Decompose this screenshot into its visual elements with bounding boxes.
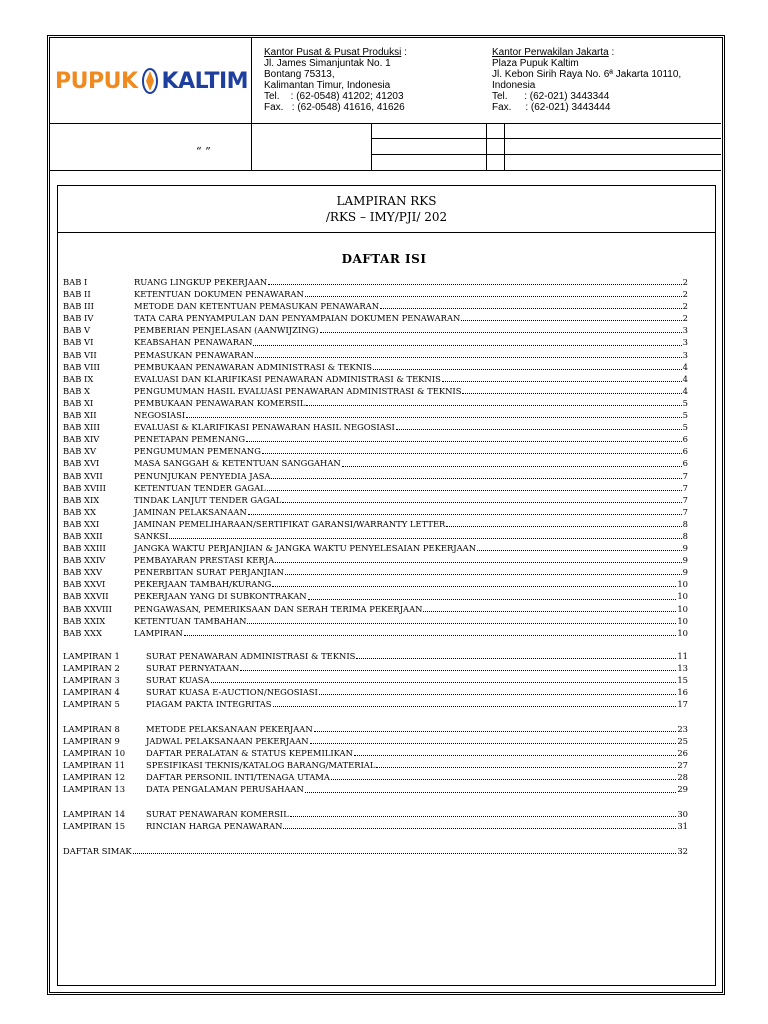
toc-entry-page: 3 (682, 325, 688, 336)
toc-entry-page: 13 (677, 663, 688, 674)
toc-entry (63, 482, 688, 494)
toc-entry-number: BAB IV (63, 313, 94, 324)
toc-leader-dots (305, 288, 682, 297)
title-box (57, 185, 716, 233)
toc-entry-number: BAB XVI (63, 458, 100, 469)
toc-entry-page: 29 (677, 784, 688, 795)
toc-entry-page: 3 (682, 337, 688, 348)
title-line-1: LAMPIRAN RKS (336, 194, 437, 208)
toc-leader-dots (211, 674, 677, 683)
toc-entry-number: BAB XVIII (63, 482, 106, 493)
toc-entry-title: KETENTUAN DOKUMEN PENAWARAN (134, 289, 304, 300)
toc-entry-page: 7 (682, 482, 688, 493)
toc-lampiran-list-3 (63, 808, 688, 832)
jakarta-tel: Tel. : (62-021) 3443344 (492, 91, 610, 102)
toc-entry (63, 783, 688, 795)
toc-entry-page: 5 (682, 410, 688, 421)
jakarta-line: Jl. Kebon Sirih Raya No. 6ª Jakarta 10110, (492, 69, 682, 80)
toc-entry-number: LAMPIRAN 2 (63, 663, 120, 674)
toc-lampiran-list-2 (63, 723, 688, 796)
toc-entry-page: 32 (677, 846, 688, 856)
toc-leader-dots (133, 845, 677, 854)
toc-leader-dots (477, 542, 682, 551)
toc-entry-page: 4 (682, 373, 688, 384)
toc-entry (63, 590, 688, 602)
toc-bab-list (63, 276, 688, 639)
toc-entry (63, 650, 688, 662)
toc-entry-title: JANGKA WAKTU PERJANJIAN & JANGKA WAKTU PENYELESAIAN PEKERJAAN (134, 543, 477, 554)
toc-entry-title: SURAT PENAWARAN ADMINISTRASI & TEKNIS (146, 651, 356, 661)
toc-entry-number: LAMPIRAN 1 (63, 651, 120, 661)
toc-entry-page: 7 (682, 506, 688, 517)
toc-entry-page: 3 (682, 349, 688, 360)
header-row-line-1 (371, 138, 721, 139)
toc-entry-title: PEMASUKAN PENAWARAN (134, 349, 254, 360)
toc-entry-number: BAB VI (63, 337, 94, 348)
toc-entry-title: PENGUMUMAN PEMENANG (134, 446, 261, 457)
toc-entry-number: BAB XIII (63, 422, 100, 433)
toc-entry-page: 26 (677, 748, 688, 759)
toc-entry-page: 31 (677, 821, 688, 832)
toc-leader-dots (186, 409, 682, 418)
toc-leader-dots (267, 482, 682, 491)
toc-entry-number: DAFTAR SIMAK (63, 846, 132, 856)
hq-address (264, 47, 484, 113)
toc-leader-dots (290, 808, 677, 817)
toc-entry-number: BAB XXX (63, 627, 102, 638)
logo-text-right: KALTIM (161, 68, 249, 94)
toc-leader-dots (305, 783, 677, 792)
toc-entry-number: BAB II (63, 289, 91, 300)
toc-entry-title: RINCIAN HARGA PENAWARAN (146, 821, 283, 832)
toc-entry-page: 7 (682, 494, 688, 505)
toc-entry-page: 6 (682, 446, 688, 457)
toc-entry-number: BAB XI (63, 397, 94, 408)
toc-leader-dots (320, 324, 682, 333)
toc-entry-page: 8 (682, 530, 688, 541)
toc-entry-number: BAB VII (63, 349, 97, 360)
toc-entry (63, 312, 688, 324)
toc-entry-number: LAMPIRAN 5 (63, 699, 120, 710)
toc-leader-dots (319, 686, 676, 695)
toc-entry-title: PENGUMUMAN HASIL EVALUASI PENAWARAN ADMINISTRASI & TEKNIS (134, 385, 462, 396)
toc-entry (63, 566, 688, 578)
toc-entry-number: BAB IX (63, 373, 94, 384)
toc-entry-page: 16 (677, 687, 688, 698)
logo-mark-icon (141, 67, 159, 95)
toc-leader-dots (423, 603, 676, 612)
toc-leader-dots (262, 445, 682, 454)
company-logo (55, 58, 251, 104)
jakarta-line: Plaza Pupuk Kaltim (492, 58, 579, 69)
toc-entry-title: PEMBUKAAN PENAWARAN KOMERSIL (134, 397, 306, 408)
toc-leader-dots (314, 723, 677, 732)
jakarta-heading: Kantor Perwakilan Jakarta (492, 47, 609, 58)
toc-entry-number: BAB XVII (63, 470, 103, 481)
toc-entry-number: BAB XXIII (63, 543, 106, 554)
toc-entry-page: 10 (677, 627, 688, 638)
toc-entry (63, 506, 688, 518)
toc-leader-dots (308, 590, 677, 599)
toc-leader-dots (184, 627, 677, 636)
jakarta-address (492, 47, 717, 113)
toc-entry-title: KEABSAHAN PENAWARAN (134, 337, 253, 348)
toc-entry (63, 518, 688, 530)
toc-entry-title: RUANG LINGKUP PEKERJAAN (134, 277, 268, 287)
toc-entry-number: BAB X (63, 385, 90, 396)
toc-entry (63, 276, 688, 288)
toc-entry-title: PEKERJAAN YANG DI SUBKONTRAKAN (134, 591, 307, 602)
toc-entry (63, 845, 688, 857)
toc-leader-dots (273, 698, 677, 707)
toc-entry-title: LAMPIRAN (134, 627, 183, 638)
toc-entry (63, 421, 688, 433)
toc-leader-dots (306, 397, 681, 406)
toc-entry (63, 288, 688, 300)
toc-entry (63, 385, 688, 397)
toc-entry-page: 7 (682, 470, 688, 481)
toc-entry-title: PENGAWASAN, PEMERIKSAAN DAN SERAH TERIMA PEKERJAAN (134, 603, 423, 614)
toc-entry (63, 457, 688, 469)
header-vline-logo (251, 37, 252, 170)
toc-entry (63, 530, 688, 542)
toc-entry-page: 2 (682, 313, 688, 324)
toc-leader-dots (446, 518, 681, 527)
toc-entry-number: BAB XX (63, 506, 96, 517)
toc-entry (63, 662, 688, 674)
toc-entry (63, 674, 688, 686)
header-vline-a (371, 123, 372, 170)
toc-entry-page: 6 (682, 458, 688, 469)
toc-entry-title: PENETAPAN PEMENANG (134, 434, 246, 445)
toc-entry-page: 9 (682, 543, 688, 554)
toc-leader-dots (272, 578, 676, 587)
toc-entry-page: 15 (677, 675, 688, 686)
jakarta-fax: Fax. : (62-021) 3443444 (492, 102, 611, 113)
toc-entry (63, 578, 688, 590)
toc-entry-title: PEMBUKAAN PENAWARAN ADMINISTRASI & TEKNIS (134, 361, 373, 372)
toc-leader-dots (442, 373, 682, 382)
toc-entry-page: 9 (682, 567, 688, 578)
toc-entry (63, 361, 688, 373)
toc-entry-page: 5 (682, 397, 688, 408)
toc-leader-dots (246, 433, 682, 442)
toc-entry-title: PEMBERIAN PENJELASAN (AANWIJZING) (134, 325, 319, 336)
toc-leader-dots (373, 361, 682, 370)
toc-entry-number: BAB I (63, 277, 88, 287)
toc-entry (63, 554, 688, 566)
toc-leader-dots (310, 735, 677, 744)
toc-leader-dots (462, 385, 681, 394)
toc-leader-dots (271, 470, 681, 479)
logo-text-left: PUPUK (55, 68, 138, 94)
toc-leader-dots (356, 650, 676, 659)
toc-entry-number: LAMPIRAN 8 (63, 724, 120, 734)
toc-entry-page: 2 (682, 301, 688, 312)
toc-entry-number: BAB V (63, 325, 91, 336)
toc-entry-number: BAB XIX (63, 494, 100, 505)
toc-leader-dots (461, 312, 681, 321)
toc-entry (63, 542, 688, 554)
toc-entry-title: PEKERJAAN TAMBAH/KURANG (134, 579, 272, 590)
jakarta-line: Indonesia (492, 80, 536, 91)
toc-entry (63, 349, 688, 361)
toc-entry-number: BAB XXVII (63, 591, 109, 602)
toc-leader-dots (283, 820, 676, 829)
toc-entry-number: LAMPIRAN 13 (63, 784, 126, 795)
toc-heading: DAFTAR ISI (341, 252, 427, 266)
toc-entry-title: TINDAK LANJUT TENDER GAGAL (134, 494, 282, 505)
toc-entry (63, 433, 688, 445)
toc-entry-page: 6 (682, 434, 688, 445)
toc-entry-page: 4 (682, 361, 688, 372)
toc-entry (63, 627, 688, 639)
toc-entry (63, 445, 688, 457)
toc-leader-dots (380, 300, 682, 309)
toc-entry-title: DAFTAR PERSONIL INTI/TENAGA UTAMA (146, 772, 330, 783)
header-vline-b (486, 123, 487, 170)
toc-leader-dots (376, 759, 676, 768)
toc-entry (63, 397, 688, 409)
toc-entry-number: BAB VIII (63, 361, 100, 372)
toc-entry-number: BAB XXII (63, 530, 103, 541)
toc-entry-number: LAMPIRAN 3 (63, 675, 120, 686)
toc-leader-dots (253, 336, 681, 345)
toc-entry-title: MASA SANGGAH & KETENTUAN SANGGAHAN (134, 458, 341, 469)
toc-leader-dots (354, 747, 676, 756)
toc-leader-dots (248, 506, 682, 515)
toc-entry-number: BAB XXI (63, 518, 100, 529)
toc-entry-page: 23 (677, 724, 688, 734)
toc-entry-page: 10 (677, 579, 688, 590)
toc-simak-list (63, 845, 688, 857)
toc-entry-number: BAB XV (63, 446, 97, 457)
toc-leader-dots (331, 771, 676, 780)
hq-line: Bontang 75313, (264, 69, 335, 80)
toc-entry (63, 723, 688, 735)
hq-tel: Tel. : (62-0548) 41202; 41203 (264, 91, 404, 102)
toc-entry-page: 4 (682, 385, 688, 396)
toc-leader-dots (282, 494, 681, 503)
toc-entry-title: PEMBAYARAN PRESTASI KERJA (134, 555, 275, 566)
toc-entry-title: PENUNJUKAN PENYEDIA JASA (134, 470, 271, 481)
toc-entry-number: BAB III (63, 301, 94, 312)
hq-fax: Fax. : (62-0548) 41616, 41626 (264, 102, 405, 113)
toc-entry-title: SPESIFIKASI TEKNIS/KATALOG BARANG/MATERIAL (146, 760, 376, 771)
toc-entry-title: PENERBITAN SURAT PERJANJIAN (134, 567, 284, 578)
toc-leader-dots (342, 457, 682, 466)
toc-lampiran-list-1 (63, 650, 688, 710)
toc-leader-dots (169, 530, 681, 539)
toc-entry-title: PIAGAM PAKTA INTEGRITAS (146, 699, 272, 710)
toc-entry-page: 27 (677, 760, 688, 771)
toc-entry-title: TATA CARA PENYAMPULAN DAN PENYAMPAIAN DOKUMEN PENAWARAN (134, 313, 461, 324)
toc-entry-number: BAB XXIV (63, 555, 106, 566)
hq-heading: Kantor Pusat & Pusat Produksi (264, 47, 402, 58)
toc-entry (63, 771, 688, 783)
toc-entry-number: LAMPIRAN 11 (63, 760, 126, 771)
toc-entry-page: 10 (677, 615, 688, 626)
toc-entry (63, 373, 688, 385)
toc-entry-title: NEGOSIASI (134, 410, 186, 421)
toc-leader-dots (255, 349, 682, 358)
toc-entry-number: BAB XXV (63, 567, 102, 578)
toc-entry (63, 615, 688, 627)
toc-entry (63, 470, 688, 482)
toc-leader-dots (240, 662, 676, 671)
hq-line: Kalimantan Timur, Indonesia (264, 80, 391, 91)
toc-entry (63, 324, 688, 336)
toc-entry (63, 808, 688, 820)
toc-entry-title: JAMINAN PELAKSANAAN (134, 506, 247, 517)
header-divider (49, 123, 721, 124)
toc-entry-title: DATA PENGALAMAN PERUSAHAAN (146, 784, 304, 795)
toc-leader-dots (275, 554, 681, 563)
toc-entry-title: METODE PELAKSANAAN PEKERJAAN (146, 724, 313, 734)
toc-entry-title: EVALUASI DAN KLARIFIKASI PENAWARAN ADMINISTRASI & TEKNIS (134, 373, 441, 384)
toc-entry (63, 494, 688, 506)
toc-entry (63, 300, 688, 312)
toc-entry-page: 30 (677, 809, 688, 819)
toc-entry (63, 698, 688, 710)
toc-entry-page: 28 (677, 772, 688, 783)
toc-entry-number: BAB XIV (63, 434, 100, 445)
toc-entry (63, 759, 688, 771)
toc-entry-number: LAMPIRAN 14 (63, 809, 126, 819)
toc-entry-title: DAFTAR PERALATAN & STATUS KEPEMILIKAN (146, 748, 353, 759)
toc-entry (63, 735, 688, 747)
toc-leader-dots (268, 276, 681, 285)
toc-entry-title: EVALUASI & KLARIFIKASI PENAWARAN HASIL NEGOSIASI (134, 422, 395, 433)
toc-entry (63, 336, 688, 348)
toc-leader-dots (396, 421, 682, 430)
toc-entry-page: 8 (682, 518, 688, 529)
toc-entry-title: SANKSI (134, 530, 169, 541)
jakarta-heading-colon: : (611, 47, 615, 58)
toc-entry-title: SURAT KUASA (146, 675, 210, 686)
hq-heading-colon: : (404, 47, 407, 58)
toc-entry (63, 686, 688, 698)
toc-entry-number: BAB XXVI (63, 579, 106, 590)
toc-entry-title: SURAT PERNYATAAN (146, 663, 240, 674)
toc-entry-page: 10 (677, 591, 688, 602)
toc-entry-number: LAMPIRAN 10 (63, 748, 126, 759)
toc-entry-number: BAB XXVIII (63, 603, 112, 614)
toc-entry-title: KETENTUAN TAMBAHAN (134, 615, 247, 626)
title-line-2: /RKS – IMY/PJI/ 202 (325, 210, 448, 224)
toc-leader-dots (285, 566, 682, 575)
toc-entry-page: 17 (677, 699, 688, 710)
toc-entry-page: 11 (677, 651, 688, 661)
toc-entry-number: BAB XII (63, 410, 97, 421)
toc-entry (63, 409, 688, 421)
toc-entry-number: LAMPIRAN 4 (63, 687, 120, 698)
toc-entry-number: LAMPIRAN 12 (63, 772, 126, 783)
toc-entry-title: KETENTUAN TENDER GAGAL (134, 482, 266, 493)
toc-entry-title: SURAT KUASA E-AUCTION/NEGOSIASI (146, 687, 318, 698)
toc-entry-title: JAMINAN PEMELIHARAAN/SERTIFIKAT GARANSI/WARRANTY LETTER (134, 518, 446, 529)
toc-leader-dots (247, 615, 676, 624)
hq-line: Jl. James Simanjuntak No. 1 (264, 58, 391, 69)
toc-entry-title: JADWAL PELAKSANAAN PEKERJAAN (146, 736, 309, 747)
header-row-line-2 (371, 154, 721, 155)
toc-entry-page: 2 (682, 289, 688, 300)
toc-entry-number: LAMPIRAN 15 (63, 821, 126, 832)
toc-entry-number: BAB XXIX (63, 615, 106, 626)
toc-entry-title: METODE DAN KETENTUAN PEMASUKAN PENAWARAN (134, 301, 380, 312)
header-vline-c (504, 123, 505, 170)
toc-entry-page: 25 (677, 736, 688, 747)
toc-entry-page: 2 (682, 277, 688, 287)
document-title-placeholder: “ ” (196, 145, 211, 158)
toc-entry-title: SURAT PENAWARAN KOMERSIL (146, 809, 289, 819)
toc-entry-page: 5 (682, 422, 688, 433)
toc-entry (63, 603, 688, 615)
toc-entry (63, 820, 688, 832)
toc-entry (63, 747, 688, 759)
toc-entry-page: 9 (682, 555, 688, 566)
toc-entry-page: 10 (677, 603, 688, 614)
toc-entry-number: LAMPIRAN 9 (63, 736, 120, 747)
header-bottom-line (49, 170, 721, 171)
